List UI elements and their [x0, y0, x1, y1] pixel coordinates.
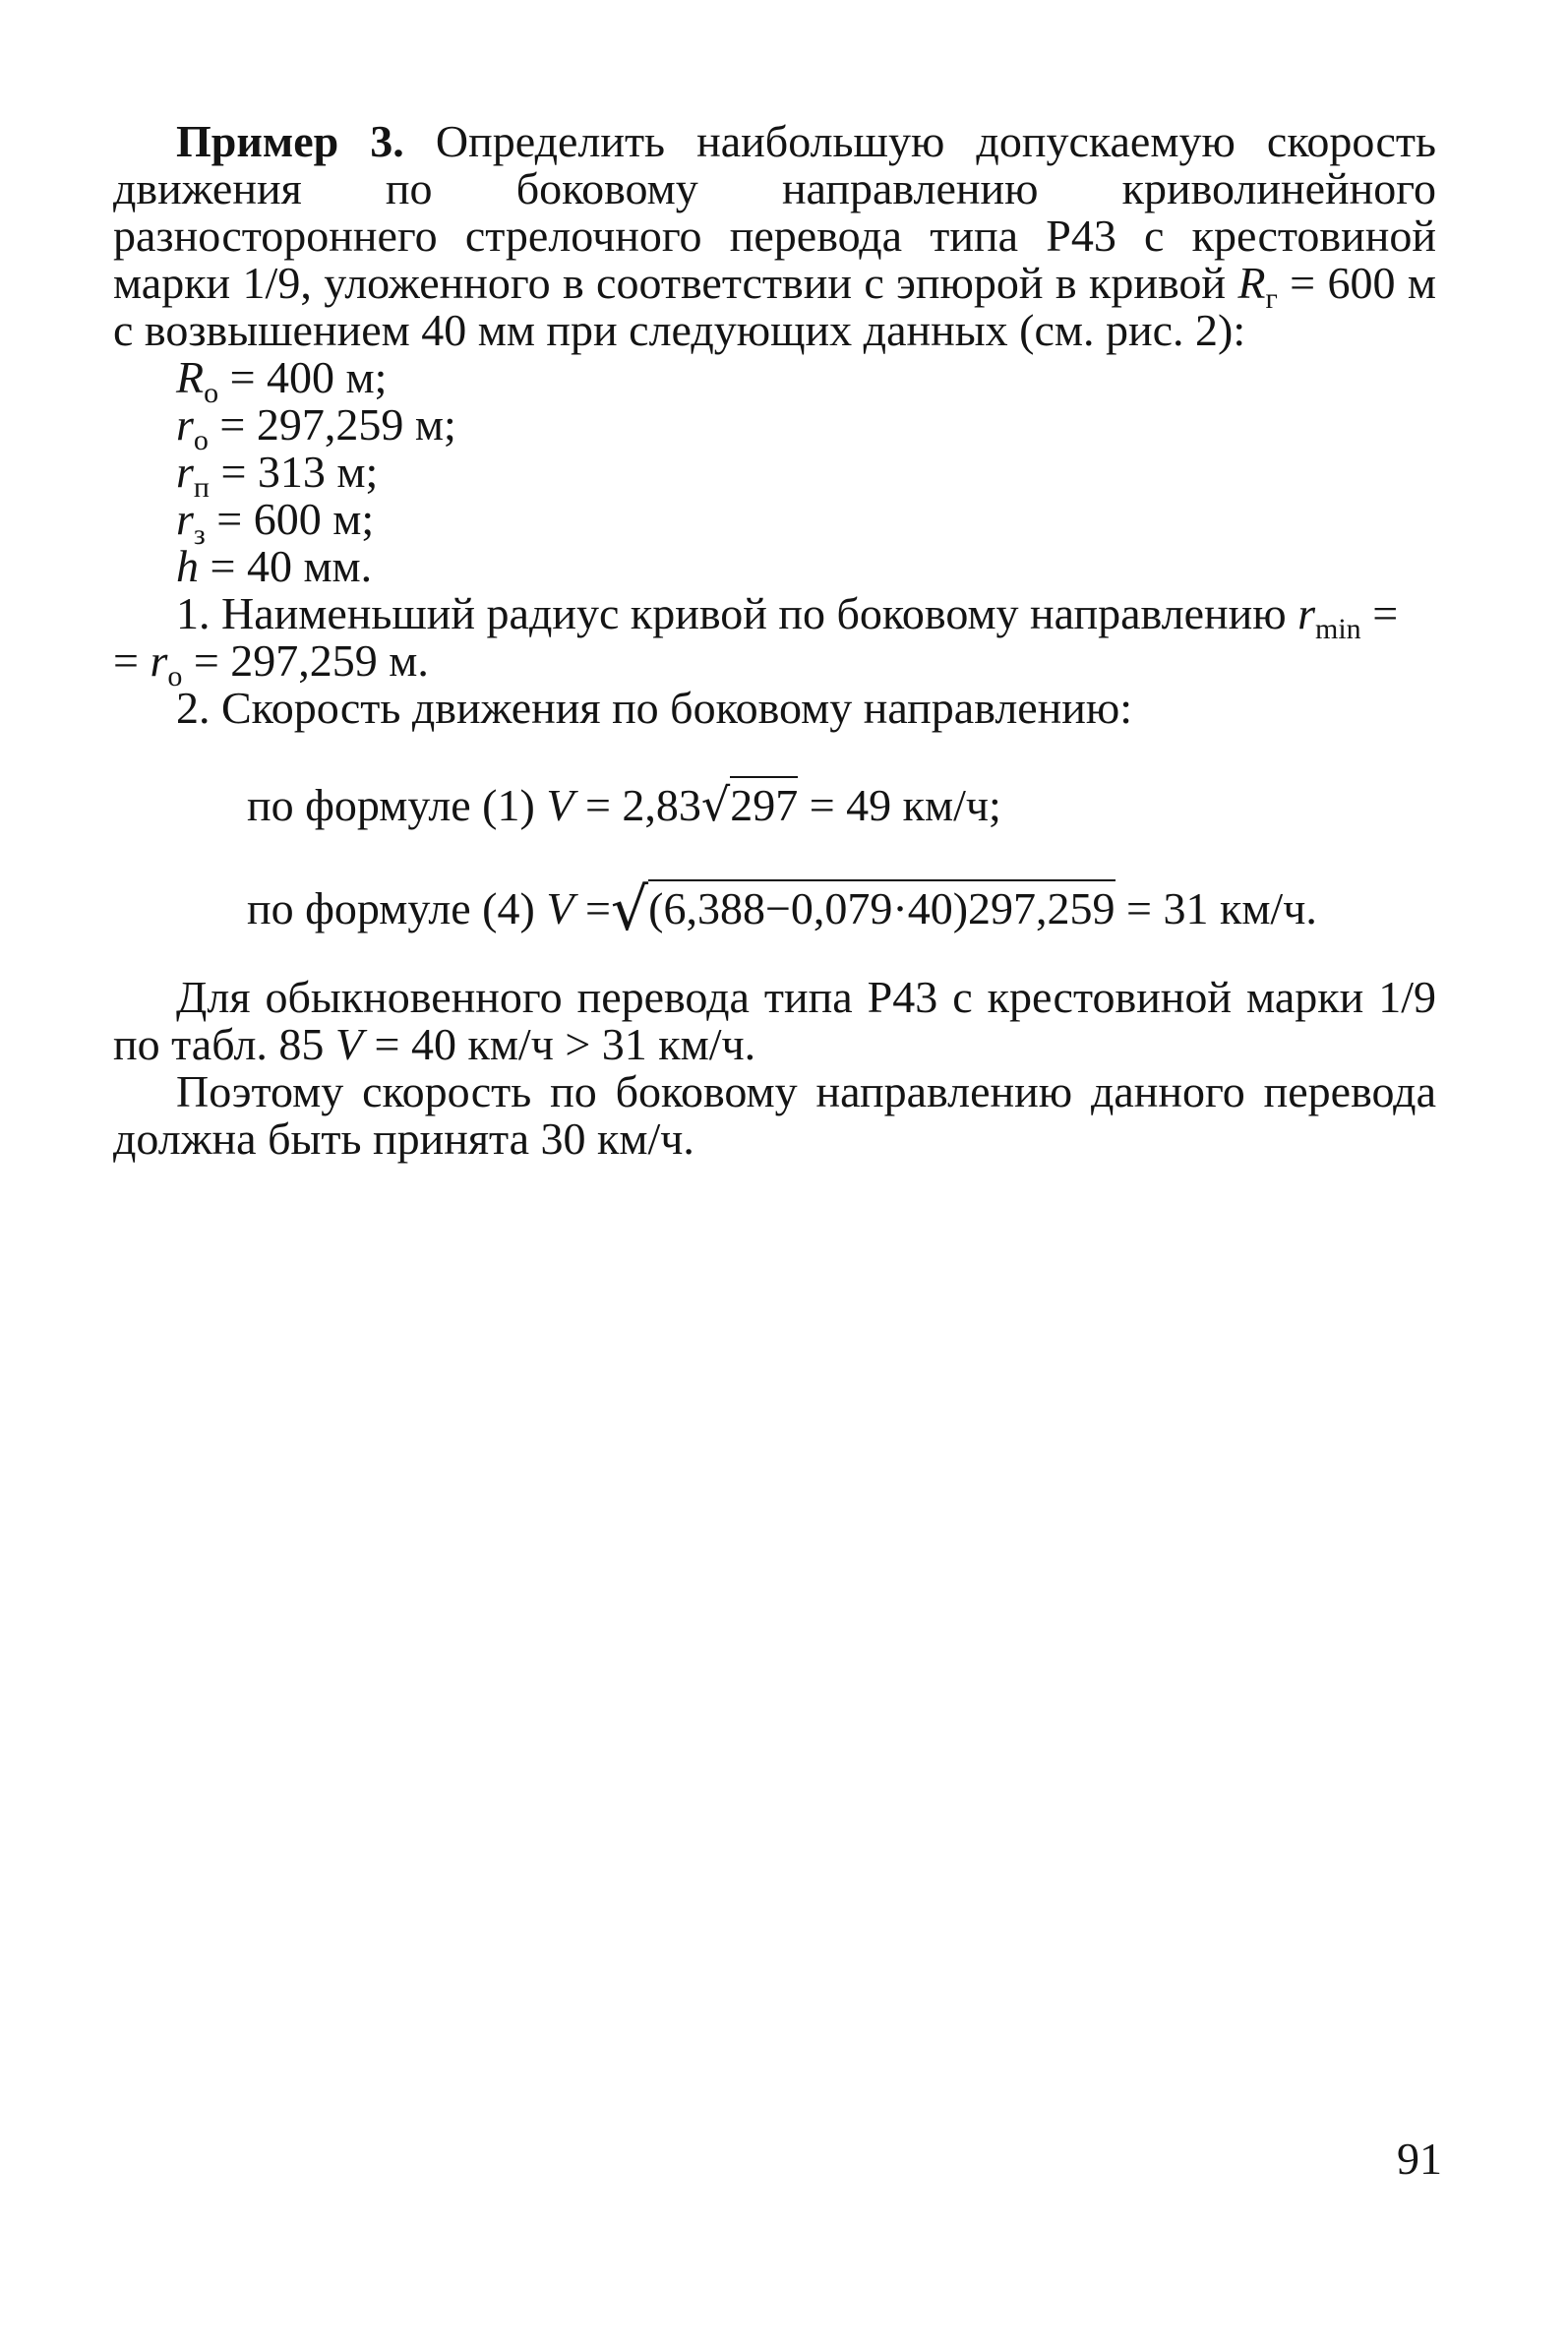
paragraph-3-text-2: = 40 км/ч > 31 км/ч. — [363, 1019, 756, 1069]
param-symbol: r — [176, 447, 194, 497]
rmin-subscript: min — [1315, 613, 1361, 645]
param-subscript: п — [193, 471, 210, 504]
step-1-eq: = — [1360, 588, 1399, 638]
param-subscript: о — [193, 424, 209, 456]
rmin-symbol: r — [1297, 588, 1316, 638]
formula-1-prefix: по формуле (1) — [247, 780, 547, 830]
sqrt-symbol: √297 — [700, 778, 799, 831]
formula-1-v: V — [546, 780, 574, 830]
step-2 — [113, 685, 1436, 732]
param-subscript: о — [204, 377, 219, 409]
formula-1-result: = 49 км/ч; — [798, 780, 1001, 830]
param-line — [113, 447, 1436, 504]
step-2-text: 2. Скорость движения по боковому направлению: — [176, 683, 1133, 733]
formula-2-radicand: (6,388−0,079·40)297,259 — [648, 879, 1115, 933]
ro-subscript: о — [167, 660, 183, 692]
param-value: = 400 м; — [218, 352, 388, 402]
page-content — [113, 118, 1436, 1163]
param-value: = 40 мм. — [199, 541, 373, 591]
formula-2-result: = 31 км/ч. — [1115, 883, 1317, 933]
param-line — [113, 494, 1436, 551]
step-1-text: 1. Наименьший радиус кривой по боковому направлению — [176, 588, 1298, 638]
formula-1-radicand: 297 — [730, 776, 798, 830]
page-number: 91 — [1397, 2134, 1442, 2184]
step-1-continuation — [113, 635, 1436, 692]
sqrt-symbol: √(6,388−0,079·40)297,259 — [610, 875, 1116, 944]
param-value: = 600 м; — [205, 494, 375, 544]
param-subscript: з — [193, 518, 206, 551]
paragraph-3 — [113, 974, 1436, 1068]
formula-1-eq: = 2,83 — [573, 780, 701, 830]
param-value: = 297,259 м; — [208, 399, 456, 450]
example-text-1: Определить наибольшую допускаемую скорость движения по боковому направлению криволинейного разностороннего стрелочного перевода типа Р43 с крестовиной марки 1/9, уложенного в соответствии с эпюрой в кривой — [113, 116, 1437, 308]
example-text-2: = 600 м с возвышением 40 мм при следующих данных (см. рис. 2): — [113, 258, 1436, 355]
formula-2-eq: = — [573, 883, 611, 933]
step-1 — [113, 588, 1436, 645]
ro-symbol: r — [150, 635, 168, 686]
rg-subscript: г — [1265, 282, 1278, 315]
param-value: = 313 м; — [209, 447, 379, 497]
example-paragraph — [113, 118, 1436, 354]
param-symbol: h — [176, 541, 199, 591]
paragraph-3-v: V — [334, 1019, 364, 1069]
step-1-eq-prefix: = — [113, 635, 151, 686]
paragraph-3-text-1: Для обыкновенного перевода типа Р43 с крестовиной марки 1/9 по табл. 85 — [113, 972, 1436, 1069]
formula-2 — [113, 875, 1436, 944]
param-symbol: r — [176, 494, 194, 544]
param-symbol: R — [176, 352, 205, 402]
param-symbol: r — [176, 399, 194, 450]
parameter-list — [113, 354, 1436, 590]
param-line — [113, 399, 1436, 456]
param-line — [113, 543, 1436, 590]
rg-symbol: R — [1237, 258, 1266, 308]
example-label: Пример 3. — [176, 116, 404, 166]
formula-1 — [113, 778, 1436, 831]
step-1-value: = 297,259 м. — [182, 635, 429, 686]
formula-2-prefix: по формуле (4) — [247, 883, 547, 933]
param-line — [113, 352, 1436, 409]
paragraph-4-text: Поэтому скорость по боковому направлению данного перевода должна быть принята 30 км/ч. — [113, 1066, 1436, 1164]
formula-2-v: V — [546, 883, 574, 933]
paragraph-4 — [113, 1068, 1436, 1163]
